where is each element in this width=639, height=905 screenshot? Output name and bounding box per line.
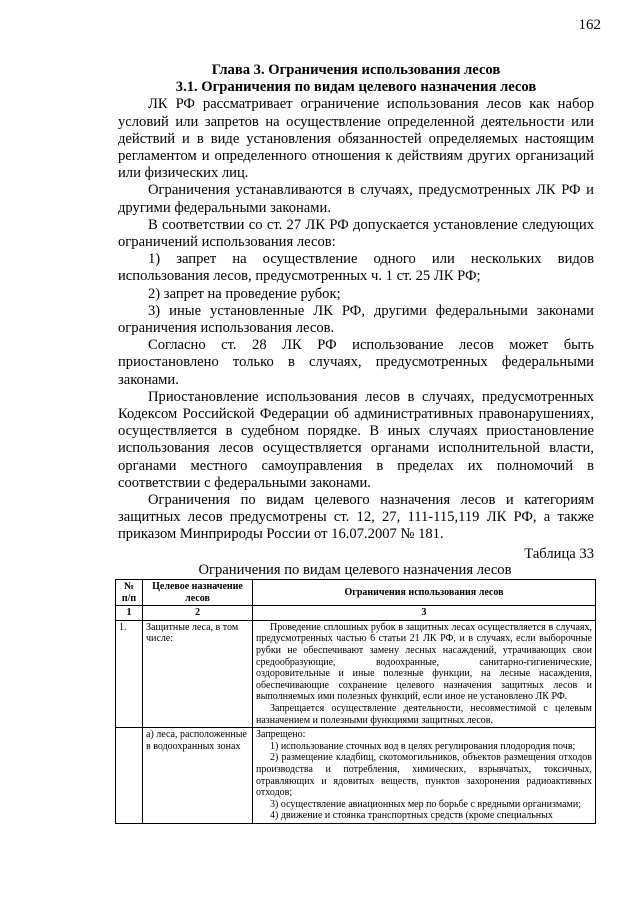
row-restrictions: [253, 620, 596, 727]
header-restrictions: Ограничения использования лесов: [253, 580, 596, 606]
table-row: [116, 728, 596, 824]
paragraph: ЛК РФ рассматривает ограничение использования лесов как набор условий или запретов на осуществление определенной деятельности или действий и в виде установления обязанностей определяемых настоящим регламентом и определенного отношения к действиям других организаций или физических лиц.: [118, 96, 594, 182]
restriction-item: 4) движение и стоянка транспортных средств (кроме специальных: [270, 810, 553, 822]
paragraph: Ограничения по видам целевого назначения лесов и категориям защитных лесов предусмотрены ст. 12, 27, 111-115,119 ЛК РФ, а также приказом Минприроды России от 16.07.2007 № 181.: [118, 492, 594, 543]
paragraph: 2) запрет на проведение рубок;: [148, 285, 341, 302]
table-title: Ограничения по видам целевого назначения лесов: [198, 562, 512, 578]
restriction-text: Проведение сплошных рубок в защитных лесах осуществляется в случаях, предусмотренных частью 6 статьи 21 ЛК РФ, и в случаях, если выборочные рубки не обеспечивают замену лесных насаждений, утрачивающих свои средообразующие, водоохранные, санитарно-гигиенические, оздоровительные и иные полезные функции, на лесные насаждения, обеспечивающие сохранение целевого назначения защитных лесов и выполняемых ими полезных функций, если иное не установлено ЛК РФ.: [256, 621, 592, 703]
column-number-row: [116, 606, 596, 621]
restriction-item: 2) размещение кладбищ, скотомогильников, объектов размещения отходов производства и потребления, химических, взрывчатых, токсичных, отравляющих и ядовитых веществ, пунктов захоронения радиоактивных отходов;: [256, 752, 592, 799]
paragraph: Ограничения устанавливаются в случаях, предусмотренных ЛК РФ и другими федеральными законами.: [118, 182, 594, 216]
row-number: 1.: [116, 620, 143, 727]
row-restrictions: [253, 728, 596, 824]
page-number: 162: [578, 17, 601, 33]
row-number: [116, 728, 143, 824]
paragraph: Приостановление использования лесов в случаях, предусмотренных Кодексом Российской Федерации об административных правонарушениях, осуществляется в судебном порядке. В иных случаях приостановление использования лесов осуществляется органами исполнительной власти, органами местного самоуправления в пределах их полномочий в соответствии с федеральными законами.: [118, 388, 594, 491]
column-number: 1: [116, 606, 143, 621]
document-body: [118, 62, 594, 544]
restriction-label: Запрещено:: [256, 729, 306, 741]
paragraph: В соответствии со ст. 27 ЛК РФ допускается установление следующих ограничений использования лесов:: [118, 216, 594, 251]
restriction-text: Запрещается осуществление деятельности, несовместимой с целевым назначением и полезными функциями защитных лесов.: [256, 702, 592, 726]
restrictions-table: [115, 579, 596, 824]
row-purpose: Защитные леса, в том числе:: [143, 620, 253, 727]
column-number: 2: [143, 606, 253, 621]
table-row: [116, 620, 596, 727]
restriction-item: 1) использование сточных вод в целях регулирования плодородия почв;: [270, 740, 576, 752]
row-purpose: а) леса, расположенные в водоохранных зонах: [143, 728, 253, 824]
paragraph: 3) иные установленные ЛК РФ, другими федеральными законами ограничения использования лесов.: [118, 302, 594, 337]
section-title: 3.1. Ограничения по видам целевого назначения лесов: [175, 79, 537, 96]
table-header-row: [116, 580, 596, 606]
restriction-item: 3) осуществление авиационных мер по борьбе с вредными организмами;: [270, 798, 581, 810]
header-purpose: Целевое назначение лесов: [143, 580, 253, 606]
header-number: № п/п: [116, 580, 143, 606]
paragraph: Согласно ст. 28 ЛК РФ использование лесов может быть приостановлено только в случаях, предусмотренных федеральными законами.: [118, 337, 594, 388]
chapter-title: Глава 3. Ограничения использования лесов: [211, 62, 501, 78]
column-number: 3: [253, 606, 596, 621]
paragraph: 1) запрет на осуществление одного или нескольких видов использования лесов, предусмотренных ч. 1 ст. 25 ЛК РФ;: [118, 251, 594, 285]
table-caption: Таблица 33: [524, 546, 594, 562]
